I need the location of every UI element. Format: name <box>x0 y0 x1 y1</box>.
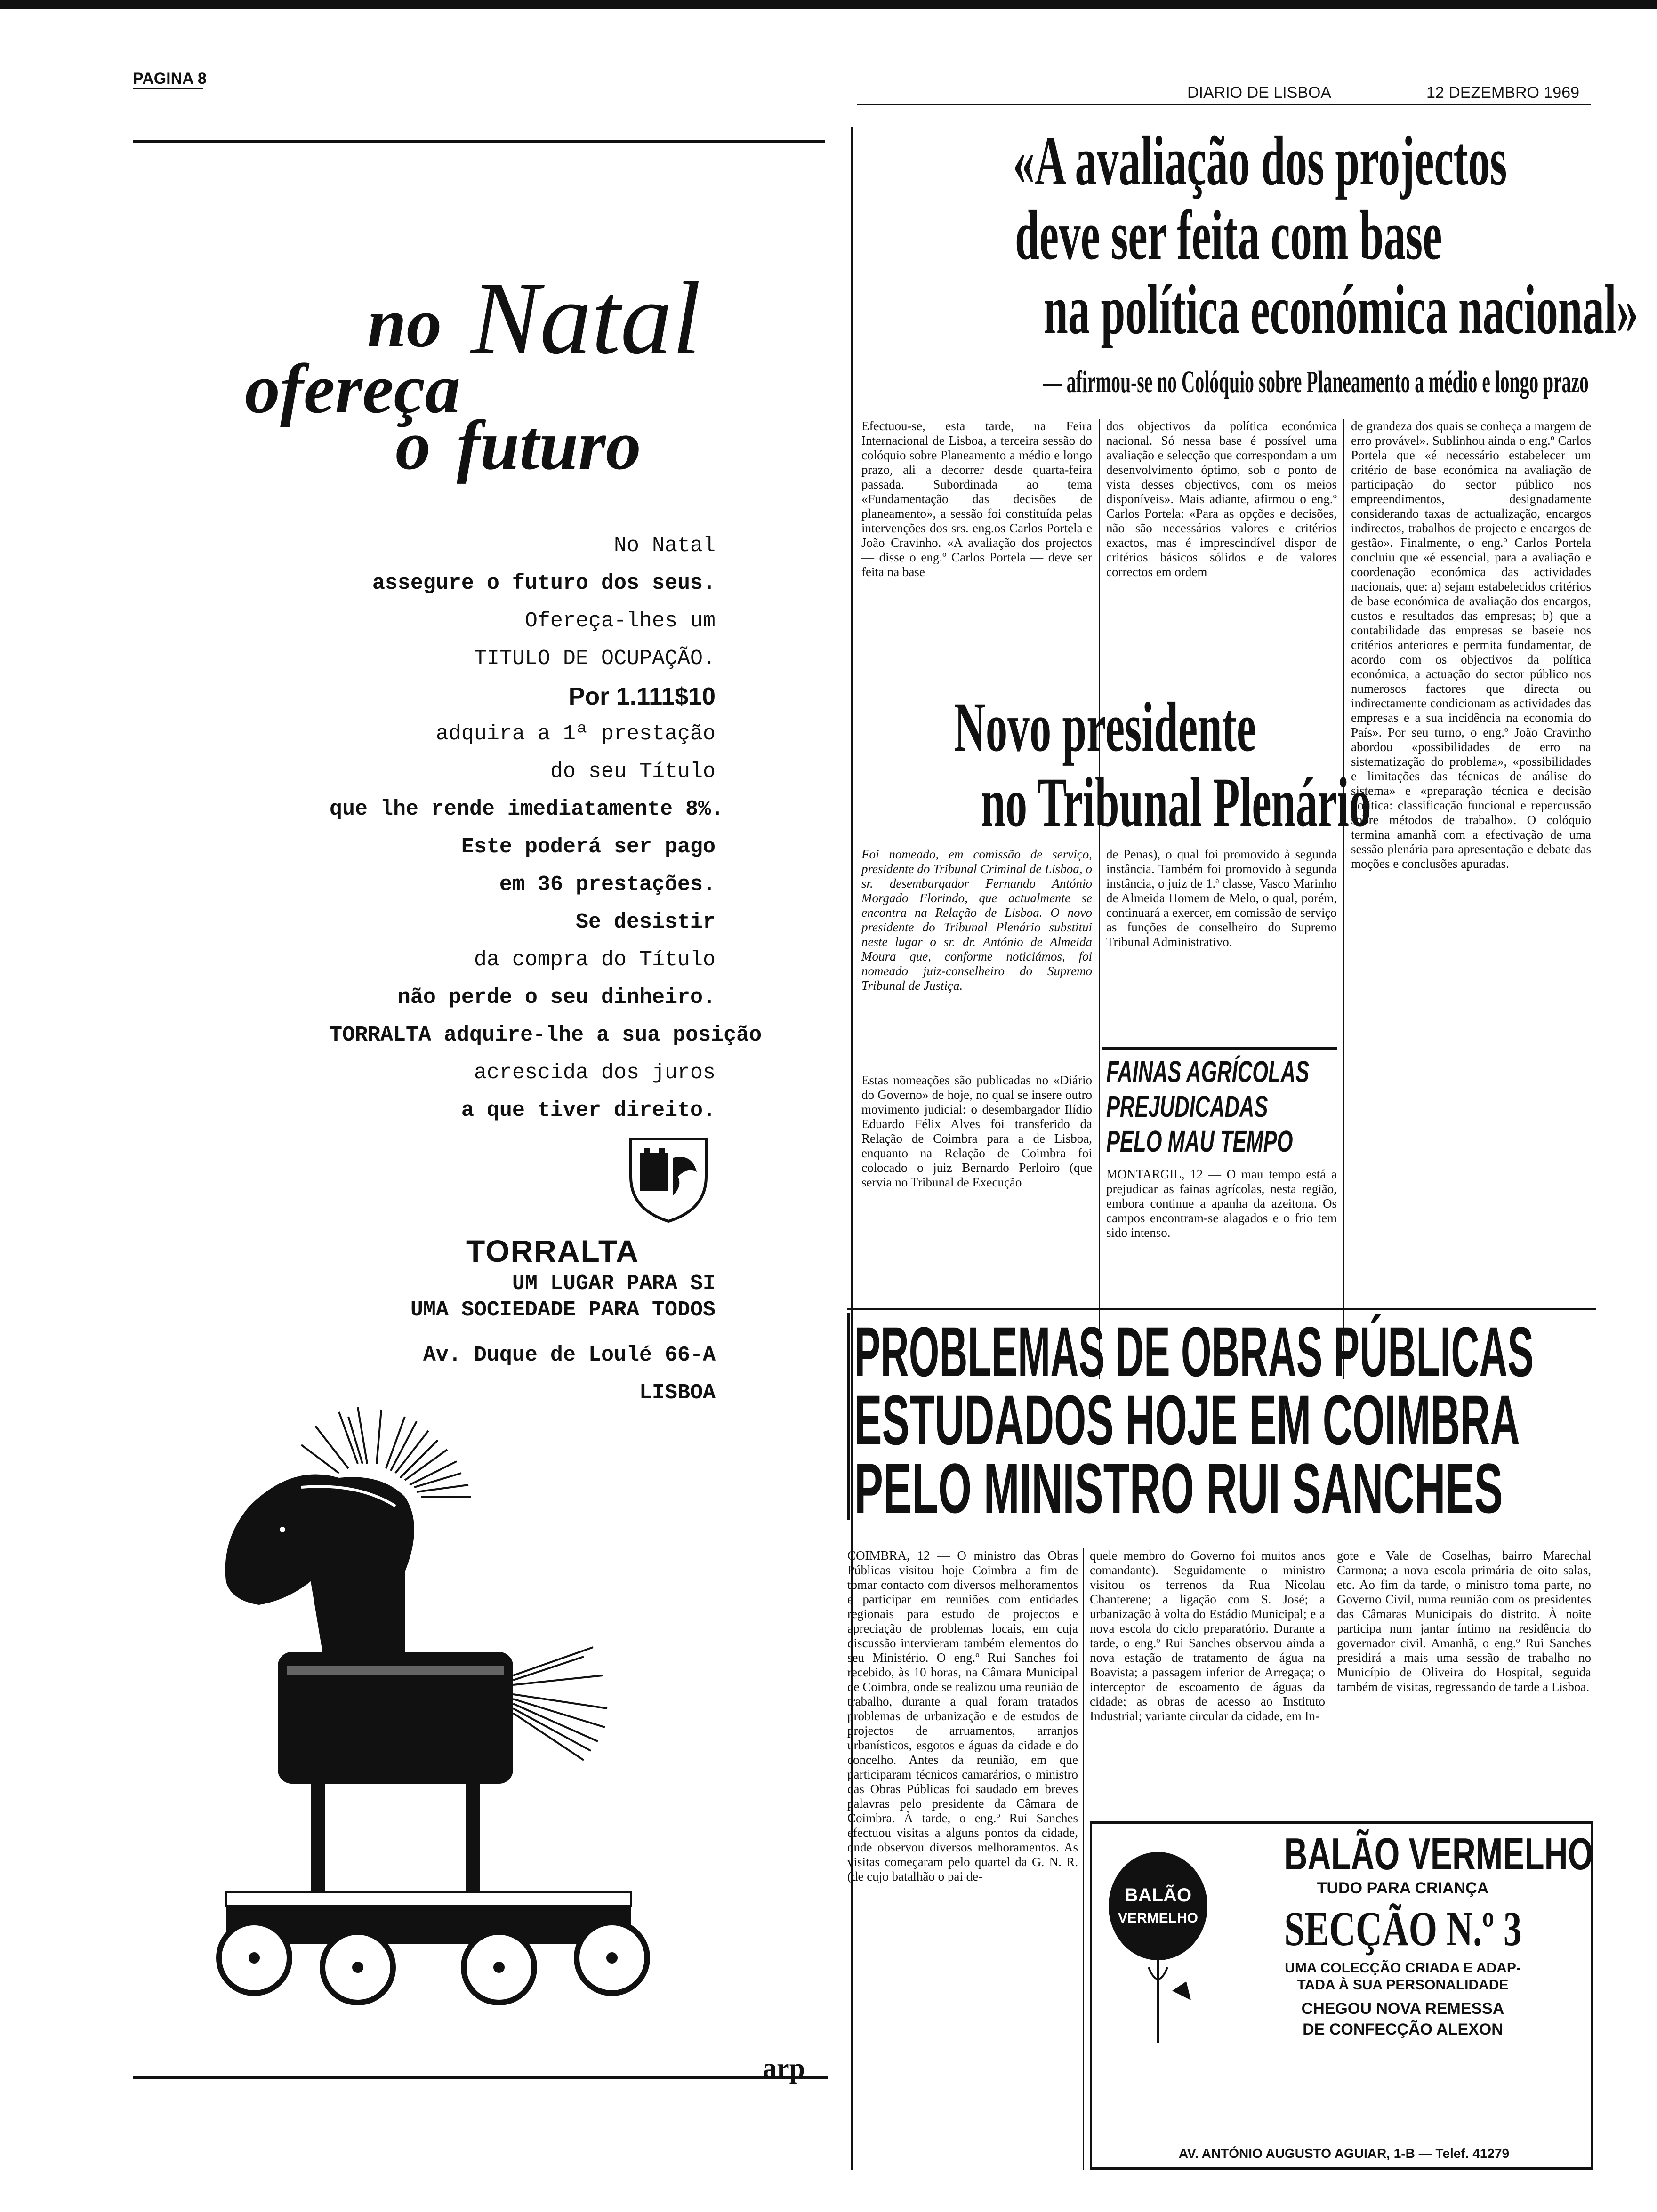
article3-headline: FAINAS AGRÍCOLAS PREJUDICADAS PELO MAU TEMPO <box>1106 1055 1310 1158</box>
column-rule <box>1099 419 1100 1379</box>
ad-line: TORRALTA adquire-lhe a sua posição <box>330 1023 762 1047</box>
headline-side-rule <box>847 1313 850 1520</box>
agency-mark: arp <box>763 2052 805 2084</box>
tagline-2: UMA SOCIEDADE PARA TODOS <box>410 1298 716 1322</box>
ad-line: não perde o seu dinheiro. <box>397 986 716 1010</box>
article3-body: MONTARGIL, 12 — O mau tempo está a prejudicar as fainas agrícolas, nesta região, embora continue a apanha da azeitona. Os campos encontram-se alagados e o frio tem sido intenso. <box>1106 1167 1337 1240</box>
balao-section: SECÇÃO N.º 3 <box>1284 1902 1522 1956</box>
ad-line: No Natal <box>613 534 716 558</box>
balao-line-2: TADA À SUA PERSONALIDADE <box>1297 1977 1509 1993</box>
box-rule <box>1102 1047 1337 1050</box>
ad-line: a que tiver direito. <box>461 1098 716 1122</box>
ad-line: Se desistir <box>575 910 716 934</box>
ad-line: em 36 prestações. <box>499 873 716 897</box>
headline-line: deve ser feita com base <box>1015 196 1442 274</box>
balao-line-3: CHEGOU NOVA REMESSA <box>1301 2000 1504 2018</box>
balao-ad-text <box>1224 1829 1593 2040</box>
ad-line: TITULO DE OCUPAÇÃO. <box>474 647 716 671</box>
article1-headline <box>861 123 1596 199</box>
ad-line: assegure o futuro dos seus. <box>372 571 716 595</box>
ad-line: acrescida dos juros <box>474 1061 716 1085</box>
ad-line: da compra do Título <box>474 948 716 972</box>
address-line-1: Av. Duque de Loulé 66-A <box>423 1343 716 1367</box>
article2-column-2: de Penas), o qual foi promovido à segunda instância. Também foi promovido à segunda instância, o juiz de 1.ª classe, Vasco Marinho de Almeida Homem de Melo, o qual, porém, continuará a exercer, em comissão de serviço as funções de conselheiro do Supremo Tribunal Administrativo. <box>1106 847 1337 949</box>
issue-date: 12 DEZEMBRO 1969 <box>1426 84 1580 102</box>
article4-headline: PROBLEMAS DE OBRAS PÚBLICAS ESTUDADOS HOJE EM COIMBRA PELO MINISTRO RUI SANCHES <box>854 1312 1534 1528</box>
column-rule <box>1343 419 1344 1379</box>
logo-text-2: VERMELHO <box>1118 1910 1199 1926</box>
ad-line: Este poderá ser pago <box>461 835 716 859</box>
balloon-logo-icon <box>1102 1850 1215 2047</box>
page-label-underline <box>133 88 203 89</box>
torralta-tagline <box>330 1271 716 1323</box>
article1-column-2: dos objectivos da política económica nacional. Só nessa base é possível uma avaliação e selecção que correspondam a um desenvolvimento óptimo, sob o ponto de vista desses objectivos, com os meios disponíveis». Mais adiante, afirmou o eng.º Carlos Portela: «Para as opções e decisões, não são necessários valores e critérios exactos, mas é imprescindível dispor de critérios básicos sólidos e de valores correctos em ordem <box>1106 419 1337 579</box>
logo-text-1: BALÃO <box>1124 1885 1192 1906</box>
ad-line: Ofereça-lhes um <box>524 609 716 633</box>
article1-subheadline: — afirmou-se no Colóquio sobre Planeamento a médio e longo prazo <box>1043 365 1589 399</box>
torralta-address <box>330 1337 716 1412</box>
article2-headline: Novo presidente <box>954 688 1256 766</box>
ad-top-rule <box>133 140 825 143</box>
balao-address: AV. ANTÓNIO AUGUSTO AGUIAR, 1-B — Telef. 41279 <box>1178 2146 1510 2161</box>
newspaper-name: DIARIO DE LISBOA <box>1187 84 1332 102</box>
header-rule <box>857 104 1591 105</box>
balao-line-4: DE CONFECÇÃO ALEXON <box>1303 2020 1503 2038</box>
tagline-1: UM LUGAR PARA SI <box>512 1272 716 1296</box>
headline-line: na política económica nacional» <box>1044 271 1639 349</box>
toy-horse-illustration <box>160 1403 716 2071</box>
balao-subtitle: TUDO PARA CRIANÇA <box>1317 1879 1489 1897</box>
ad-bottom-rule <box>133 2076 828 2079</box>
article2-lead: Foi nomeado, em comissão de serviço, presidente do Tribunal Criminal de Lisboa, o sr. desembargador Fernando António Morgado Florindo, que actualmente se encontra na Relação de Lisboa. O novo presidente do Tribunal Plenário substitui neste lugar o sr. dr. António de Almeida Moura que, conforme noticiámos, foi nomeado juiz-conselheiro do Supremo Tribunal de Justiça. <box>861 847 1092 993</box>
article1-headline-2 <box>861 198 1596 273</box>
article4-column-1: COIMBRA, 12 — O ministro das Obras Públicas visitou hoje Coimbra a fim de tomar contacto com diversos melhoramentos e participar em reuniões com entidades regionais para estudo de projectos e apreciação de problemas locais, em cuja discussão intervieram também elementos do seu Ministério. O eng.º Rui Sanches foi recebido, às 10 horas, na Câmara Municipal de Coimbra, onde se realizou uma reunião de trabalho, durante a qual foram tratados problemas de urbanização e de estudos de projectos de arruamentos, arranjos urbanísticos, esgotos e águas da cidade e do concelho. Antes da reunião, em que participaram técnicos camarários, o ministro das Obras Públicas foi saudado em breves palavras pelo presidente da Câmara de Coimbra. À tarde, o eng.º Rui Sanches efectuou visitas a alguns pontos da cidade, onde observou diversos melhoramentos. As visitas começaram pelo quartel da G. N. R. (de cujo batalhão o pai de- <box>847 1548 1078 1883</box>
column-rule <box>1083 1548 1084 2170</box>
section-rule <box>847 1308 1596 1310</box>
ad-line: que lhe rende imediatamente 8%. <box>330 797 724 821</box>
torralta-crest-icon <box>626 1134 711 1224</box>
headline-line: «A avaliação dos projectos <box>1013 122 1507 200</box>
ad-line: adquira a 1ª prestação <box>435 722 716 746</box>
ad-slogan: no Natal ofereça o futuro <box>245 261 701 484</box>
article2-column-1: Estas nomeações são publicadas no «Diário do Governo» de hoje, no qual se insere outro movimento judicial: o desembargador Ilídio Eduardo Félix Alves foi transferido da Relação de Coimbra para a de Lisboa, enquanto na Relação de Coimbra foi colocado o juiz Bernardo Perloiro (que servia no Tribunal de Execução <box>861 1073 1092 1189</box>
top-border <box>0 0 1657 9</box>
article2-headline-2: no Tribunal Plenário <box>981 763 1371 842</box>
page-label: PAGINA 8 <box>133 70 207 88</box>
balao-line-1: UMA COLECÇÃO CRIADA E ADAP- <box>1285 1960 1521 1976</box>
ad-price: Por 1.111$10 <box>568 683 716 710</box>
balao-title: BALÃO VERMELHO <box>1284 1829 1593 1879</box>
article1-column-3: de grandeza dos quais se conheça a margem de erro provável». Sublinhou ainda o eng.º Carlos Portela que «é necessário estabelecer um critério de base económica na avaliação de participação do sector público nos empreendimentos, designadamente considerando taxas de actualização, encargos indirectos, trabalhos de projecto e encargos de gestão». Finalmente, o eng.º Carlos Portela concluiu que «é essencial, para a avaliação e coordenação económica das actividades nacionais, que: a) sejam estabelecidos critérios de base económica de avaliação dos encargos, custos e resultados das empresas; b) que a contabilidade das empresas se baseie nos critérios anteriores e permita fundamentar, de acordo com os objectivos da política económica, a actuação do sector público nos numerosos factores que directa ou indirectamente condicionam as actividades das empresas e a sua incidência na economia do País». Por seu turno, o eng.º João Cravinho abordou «possibilidades de erro na sistematização do problema», «possibilidades e limitações das técnicas de análise do sistema» e «preparação técnica e decisão política: classificação funcional e repercussão sobre métodos de trabalho». O colóquio termina amanhã com a efectivação de uma sessão plenária para apresentação e debate das moções e conclusões apuradas. <box>1351 419 1591 871</box>
torralta-brand: TORRALTA <box>466 1234 639 1268</box>
article4-column-2: quele membro do Governo foi muitos anos comandante). Seguidamente o ministro visitou os terrenos da Rua Nicolau Chanterene; a ligação com S. José; a urbanização à volta do Estádio Municipal; e a nova escola do ciclo preparatório. Durante a tarde, o eng.º Rui Sanches observou ainda a nova estação de tratamento de água na Boavista; a passagem inferior de Arregaça; o interceptor de escoamento de águas da cidade; as obras de acesso ao Instituto Industrial; variante circular da cidade, em In- <box>1090 1548 1325 1723</box>
address-line-2: LISBOA <box>639 1381 716 1405</box>
article1-headline-3 <box>861 271 1639 349</box>
ad-line: do seu Título <box>550 760 716 784</box>
article4-column-3: gote e Vale de Coselhas, bairro Marechal Carmona; a nova escola primária de oito salas, etc. Ao fim da tarde, o ministro toma parte, no Governo Civil, numa reunião com os presidentes das Câmaras Municipais do distrito. À noite participa num jantar íntimo na residência do governador civil. Amanhã, o eng.º Rui Sanches presidirá a mais uma sessão de trabalho no Município de Oliveira do Hospital, seguida também de visitas, regressando de tarde a Lisboa. <box>1337 1548 1591 1694</box>
ad-body <box>330 527 762 1130</box>
article1-column-1: Efectuou-se, esta tarde, na Feira Internacional de Lisboa, a terceira sessão do colóquio sobre Planeamento a médio e longo prazo, ali a decorrer desde quarta-feira passada. Subordinada ao tema «Fundamentação das decisões de planeamento», a sessão foi constituída pelas intervenções dos srs. eng.os Carlos Portela e João Cravinho. «A avaliação dos projectos — disse o eng.º Carlos Portela — deve ser feita na base <box>861 419 1092 579</box>
